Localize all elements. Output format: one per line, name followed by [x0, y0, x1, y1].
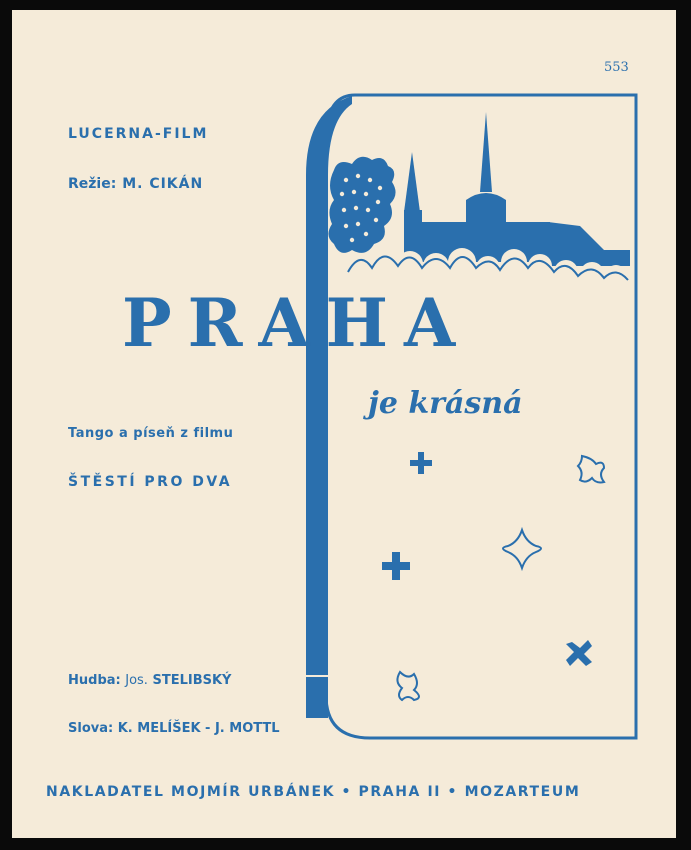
studio-name: LUCERNA-FILM: [68, 126, 209, 142]
lyrics-label: Slova:: [68, 721, 114, 736]
music-prefix: Jos.: [125, 673, 148, 688]
music-label: Hudba:: [68, 673, 121, 688]
film-title: ŠTĚSTÍ PRO DVA: [68, 474, 233, 490]
song-title: PRAHA: [122, 284, 472, 362]
star-outline-icon: [397, 456, 604, 700]
director-credit: [68, 176, 203, 192]
song-title-sub: je krásná: [368, 386, 523, 421]
cathedral-skyline-icon: [404, 112, 630, 266]
page-number: 553: [604, 60, 629, 75]
song-subtitle: Tango a píseň z filmu: [68, 426, 234, 441]
director-label: Režie:: [68, 176, 117, 192]
star-icon: [382, 452, 592, 666]
publisher-line: NAKLADATEL MOJMÍR URBÁNEK • PRAHA II • MOZARTEUM: [46, 784, 581, 800]
tree-icon: [328, 157, 395, 253]
lyrics-credit: [68, 721, 280, 736]
lyrics-names: K. MELÍŠEK - J. MOTTL: [117, 721, 280, 736]
director-name: M. CIKÁN: [122, 176, 204, 192]
music-name: STELIBSKÝ: [152, 673, 232, 688]
music-credit: [68, 673, 231, 688]
